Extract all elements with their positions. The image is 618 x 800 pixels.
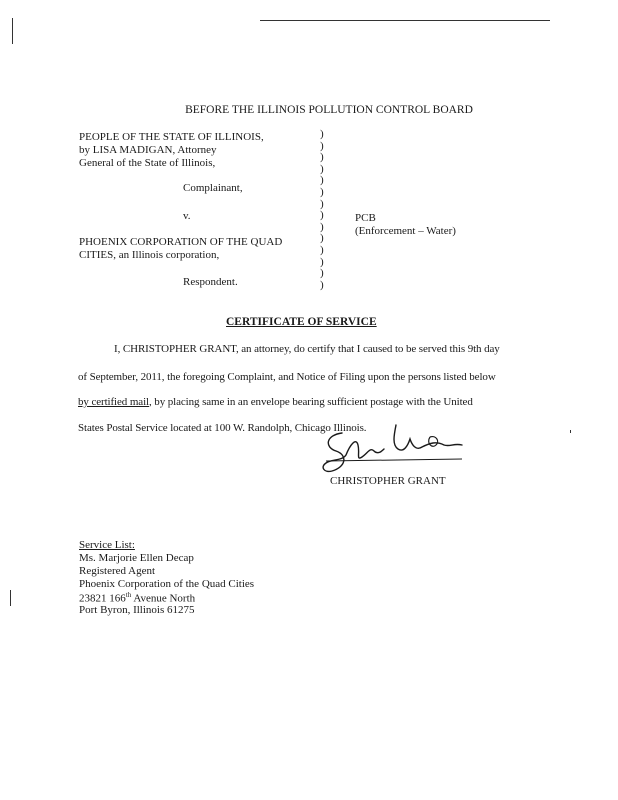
- certificate-line-4: States Postal Service located at 100 W. Randolph, Chicago Illinois.: [78, 422, 367, 434]
- caption-parens: ) ) ) ) ) ) ) ) ) ) ) ) ) ): [320, 128, 324, 291]
- scan-mark-left-lower: [10, 590, 11, 606]
- service-company: Phoenix Corporation of the Quad Cities: [79, 578, 255, 590]
- case-type: (Enforcement – Water): [355, 225, 456, 237]
- case-number: PCB: [355, 212, 376, 224]
- service-city: Port Byron, Illinois 61275: [79, 604, 195, 616]
- certificate-heading: CERTIFICATE OF SERVICE: [226, 316, 377, 328]
- scan-mark-right: [570, 430, 571, 433]
- signature: [312, 415, 472, 480]
- certified-mail-text: by certified mail: [78, 396, 149, 408]
- service-title: Registered Agent: [79, 565, 156, 577]
- complainant-label: Complainant,: [183, 182, 243, 194]
- defendant-line-1: PHOENIX CORPORATION OF THE QUAD: [79, 236, 283, 248]
- scan-mark-left: [12, 18, 13, 44]
- plaintiff-line-1: PEOPLE OF THE STATE OF ILLINOIS,: [79, 131, 264, 143]
- board-title: BEFORE THE ILLINOIS POLLUTION CONTROL BOARD: [185, 104, 473, 116]
- defendant-line-2: CITIES, an Illinois corporation,: [79, 249, 220, 261]
- certificate-line-3-rest: , by placing same in an envelope bearing sufficient postage with the United: [149, 396, 473, 408]
- scan-mark-top: [260, 20, 550, 21]
- signer-name: CHRISTOPHER GRANT: [330, 475, 446, 487]
- service-name: Ms. Marjorie Ellen Decap: [79, 552, 194, 564]
- versus-label: v.: [183, 210, 191, 222]
- service-list-heading: Service List:: [79, 539, 135, 551]
- respondent-label: Respondent.: [183, 276, 238, 288]
- service-address: 23821 166th Avenue North: [79, 591, 196, 605]
- certificate-line-1: I, CHRISTOPHER GRANT, an attorney, do certify that I caused to be served this 9th day: [114, 343, 500, 355]
- plaintiff-line-2: by LISA MADIGAN, Attorney: [79, 144, 217, 156]
- certificate-line-3: [78, 396, 473, 408]
- plaintiff-line-3: General of the State of Illinois,: [79, 157, 216, 169]
- certificate-line-2: of September, 2011, the foregoing Complaint, and Notice of Filing upon the persons listed below: [78, 371, 496, 383]
